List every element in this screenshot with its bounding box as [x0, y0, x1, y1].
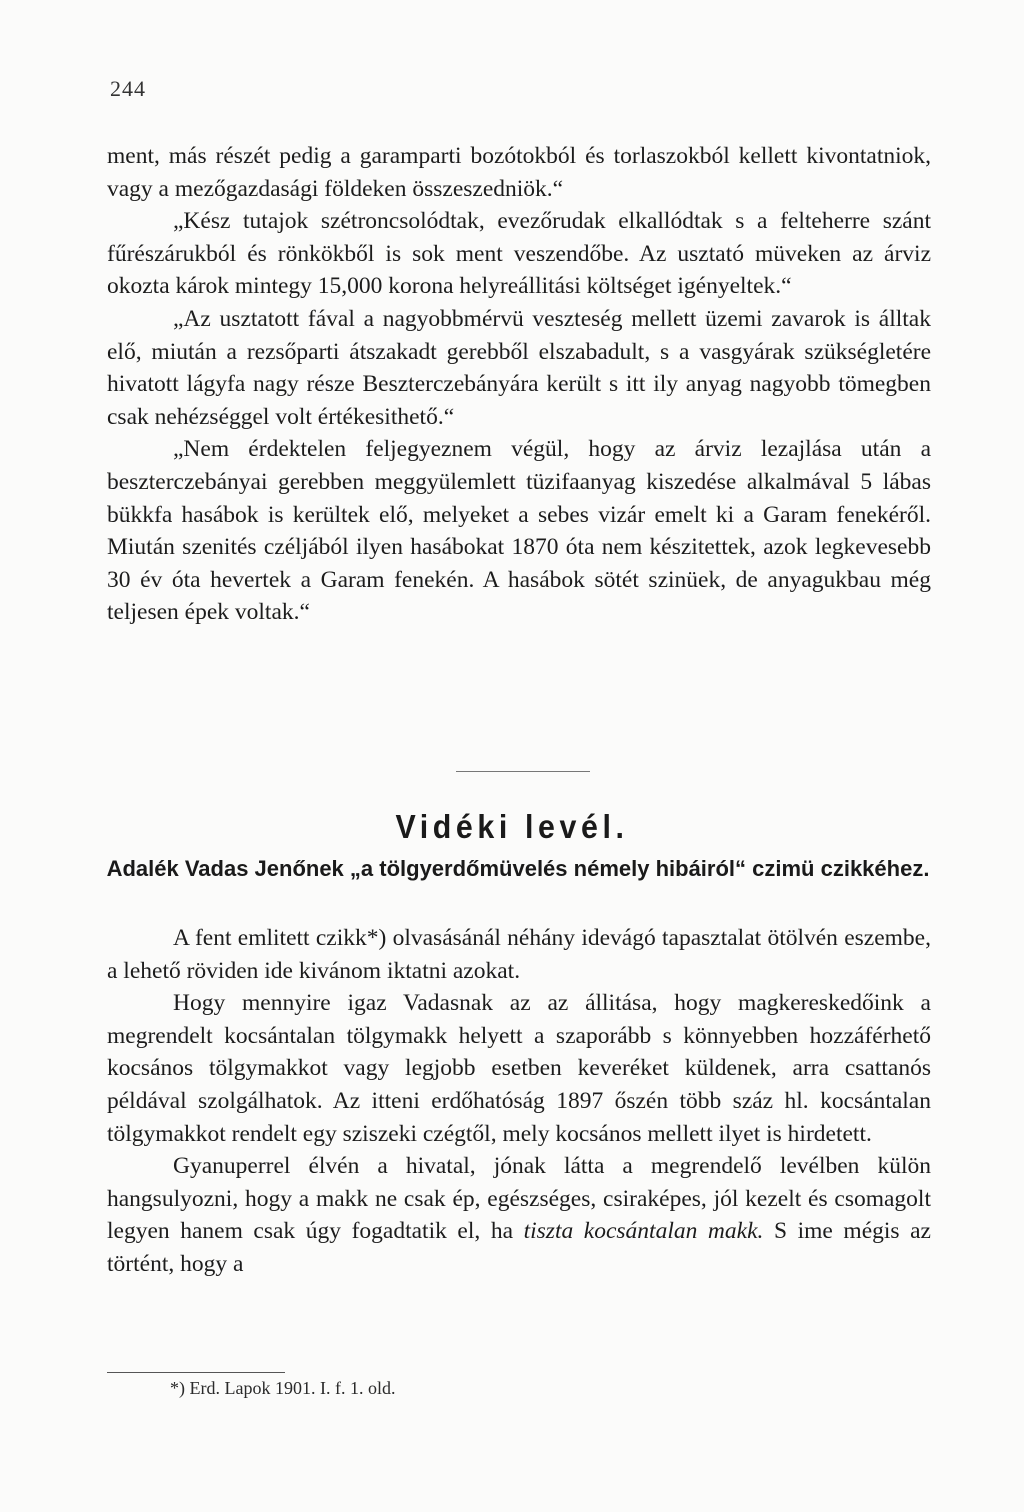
section-title: Vidéki levél. [395, 808, 629, 845]
paragraph-7-text-start: Gyanuperrel élvén a hivatal, jónak látta a megrendelő levélben külön hangsulyozni, hogy a makk ne csak ép, egészséges, csiraképes, jól kezelt és csomagolt legyen hanem csak úgy fogadtatik el, ha [107, 1153, 931, 1245]
section-subtitle: Adalék Vadas Jenőnek „a tölgyerdőmüvelés némely hibáiról“ czimü czikkéhez. [106, 856, 930, 881]
article-continuation [107, 140, 931, 629]
paragraph-4: „Nem érdektelen feljegyeznem végül, hogy az árviz lezajlása után a beszterczebányai gerebben meggyülemlett tüzifaanyag kiszedése alkalmával 5 lábas bükkfa hasábok is kerültek elő, melyeket a sebes vizár emelt ki a Garam fenekéről. Miután szenités czéljából ilyen hasábokat 1870 óta nem készitettek, azok legkevesebb 30 év óta hevertek a Garam fenekén. A hasábok sötét szinüek, de anyagukbau még teljesen épek voltak.“ [107, 436, 931, 626]
letter-body [107, 922, 931, 1281]
section-divider [456, 771, 590, 772]
footnote-divider [107, 1372, 285, 1373]
page-number: 244 [110, 76, 146, 101]
paragraph-3: „Az usztatott fával a nagyobbmérvü veszteség mellett üzemi zavarok is álltak elő, miután a rezsőparti átszakadt gerebből elszabadult, s a vasgyárak szükségletére hivatott lágyfa nagy része Beszterczebányára került s itt ily anyag nagyobb tömegben csak nehézséggel volt értékesithető.“ [107, 305, 931, 430]
paragraph-7-text-end: S ime mégis az történt, hogy a [107, 1218, 931, 1277]
paragraph-2: „Kész tutajok szétroncsolódtak, evezőrudak elkallódtak s a felteherre szánt fűrészárukból és rönkökből is sok ment veszendőbe. Az usztató müveken az árviz okozta károk mintegy 15,000 korona helyreállitási költséget igényeltek.“ [107, 208, 931, 300]
paragraph-7-emphasis: tiszta kocsántalan makk. [523, 1218, 764, 1245]
paragraph-5: A fent emlitett czikk*) olvasásánál néhány idevágó tapasztalat ötölvén eszembe, a lehető röviden ide kivánom iktatni azokat. [107, 925, 931, 984]
footnote: *) Erd. Lapok 1901. I. f. 1. old. [170, 1378, 396, 1398]
paragraph-1: ment, más részét pedig a garamparti bozótokból és torlaszokból kellett kivontatniok, vagy a mezőgazdasági földeken összeszedniök.“ [107, 143, 931, 202]
paragraph-6: Hogy mennyire igaz Vadasnak az az állitása, hogy magkereskedőink a megrendelt kocsántalan tölgymakk helyett a szaporább s könnyebben hozzáférhető kocsános tölgymakkot vagy legjobb esetben keveréket küldenek, arra csattanós példával szolgálhatok. Az itteni erdőhatóság 1897 őszén több száz hl. kocsántalan tölgymakkot rendelt egy sziszeki czégtől, mely kocsános mellett ilyet is hirdetett. [107, 990, 931, 1147]
paragraph-7 [107, 1150, 931, 1280]
